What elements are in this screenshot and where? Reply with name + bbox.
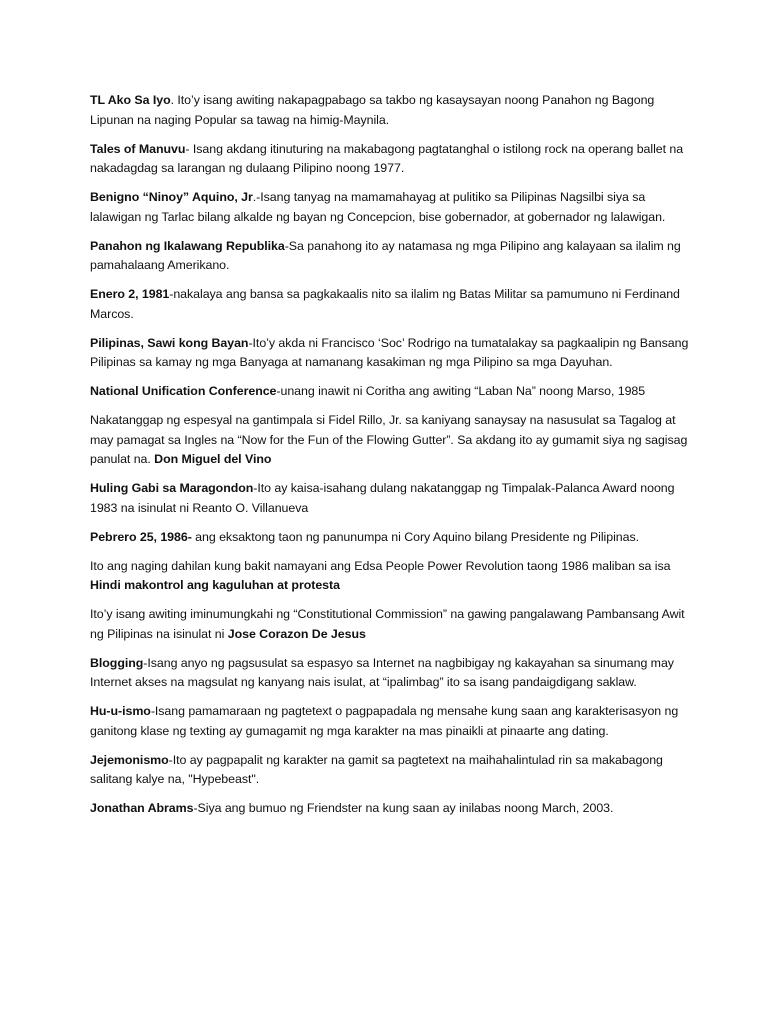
entry-constitutional-commission [90,605,690,644]
entry-text: -Ito’y akda ni Francisco ‘Soc’ Rodrigo na tumatalakay sa pagkaalipin ng Bansang Pilipinas sa kamay ng mga Banyaga at namanang kasakiman ng mga Pilipino sa mga Dayuhan. [90,335,689,369]
entry-term: TL Ako Sa Iyo [90,93,171,107]
entry-term: Hu-u-ismo [90,704,151,718]
entry-term: Enero 2, 1981 [90,287,170,301]
entry-jejemonismo [90,751,690,790]
entry-enero-2-1981 [90,285,690,324]
entry-text: -nakalaya ang bansa sa pagkakaalis nito sa ilalim ng Batas Militar sa pamumuno ni Ferdinand Marcos. [90,287,680,321]
entry-ikalawang-republika [90,237,690,276]
entry-answer: Hindi makontrol ang kaguluhan at protesta [90,578,340,592]
entry-term: Huling Gabi sa Maragondon [90,481,254,495]
entry-term: National Unification Conference [90,384,277,398]
entry-tales-of-manuvu [90,140,690,179]
document-page [90,91,690,828]
entry-text: ang eksaktong taon ng panunumpa ni Cory Aquino bilang Presidente ng Pilipinas. [191,529,640,544]
entry-national-unification-conference [90,382,690,402]
entry-term: Pebrero 25, 1986- [90,529,192,544]
entry-term: Pilipinas, Sawi kong Bayan [90,335,249,350]
entry-text: -unang inawit ni Coritha ang awiting “Laban Na” noong Marso, 1985 [276,384,646,398]
entry-text: -Isang pamamaraan ng pagtetext o pagpapadala ng mensahe kung saan ang karakterisasyon ng ganitong klase ng texting ay gumagamit ng mga karakter na mas pinaikli at pinaarte ang dating. [90,704,679,738]
entry-text: -Sa panahong ito ay natamasa ng mga Pilipino ang kalayaan sa ilalim ng pamahalaang Amerikano. [90,238,681,272]
entry-term: Tales of Manuvu [90,141,186,156]
entry-term: Panahon ng Ikalawang Republika [90,238,285,253]
entry-answer: Jose Corazon De Jesus [227,626,366,641]
entry-edsa-people-power [90,557,690,596]
entry-term: Blogging [90,655,144,670]
entry-text: Nakatanggap ng espesyal na gantimpala si Fidel Rillo, Jr. sa kaniyang sanaysay na nasusulat sa Tagalog at may pamagat sa Ingles na “Now for the Fun of the Flowing Gutter”. Sa akdang ito ay gumamit siya ng sagisag panulat na. [90,413,688,466]
entry-text: -Isang anyo ng pagsusulat sa espasyo sa Internet na nagbibigay ng kakayahan sa sinumang may Internet akses na magsulat ng kanyang nais isulat, at “ipalimbag” ito sa isang pandaigdigang saklaw. [90,655,674,689]
entry-text: -Ito ay pagpapalit ng karakter na gamit sa pagtetext na maihahalintulad rin sa makabagong salitang kalye na, "Hypebeast". [90,752,663,786]
entry-blogging [90,654,690,693]
entry-text: . Ito’y isang awiting nakapagpabago sa takbo ng kasaysayan noong Panahon ng Bagong Lipunan na naging Popular sa tawag na himig-Maynila. [90,93,655,127]
entry-hu-u-ismo [90,702,690,741]
entry-fidel-rillo [90,411,690,470]
entry-answer: Don Miguel del Vino [154,452,272,466]
entry-text: -Ito ay kaisa-isahang dulang nakatanggap ng Timpalak-Palanca Award noong 1983 na isinulat ni Reanto O. Villanueva [90,481,675,515]
entry-text: .-Isang tanyag na mamamahayag at pulitiko sa Pilipinas Nagsilbi siya sa lalawigan ng Tarlac bilang alkalde ng bayan ng Concepcion, bise gobernador, at gobernador ng lalawigan. [90,190,666,224]
entry-pebrero-25-1986 [90,528,690,548]
entry-term: Benigno “Ninoy” Aquino, Jr [90,190,253,204]
entry-jonathan-abrams [90,799,690,819]
entry-text: Ito ang naging dahilan kung bakit namayani ang Edsa People Power Revolution taong 1986 maliban sa isa [90,558,671,573]
entry-term: Jejemonismo [90,752,169,767]
entry-text: - Isang akdang itinuturing na makabagong pagtatanghal o istilong rock na operang ballet na nakadagdag sa larangan ng dulaang Pilipino noong 1977. [90,141,684,175]
entry-text: -Siya ang bumuo ng Friendster na kung saan ay inilabas noong March, 2003. [193,801,614,815]
entry-text: Ito’y isang awiting iminumungkahi ng “Constitutional Commission” na gawing pangalawang Pambansang Awit ng Pilipinas na isinulat ni [90,607,685,641]
entry-tl-ako-sa-iyo [90,91,690,130]
entry-huling-gabi-sa-maragondon [90,479,690,518]
entry-term: Jonathan Abrams [90,801,194,815]
entry-pilipinas-sawi-kong-bayan [90,334,690,373]
entry-ninoy-aquino [90,188,690,227]
